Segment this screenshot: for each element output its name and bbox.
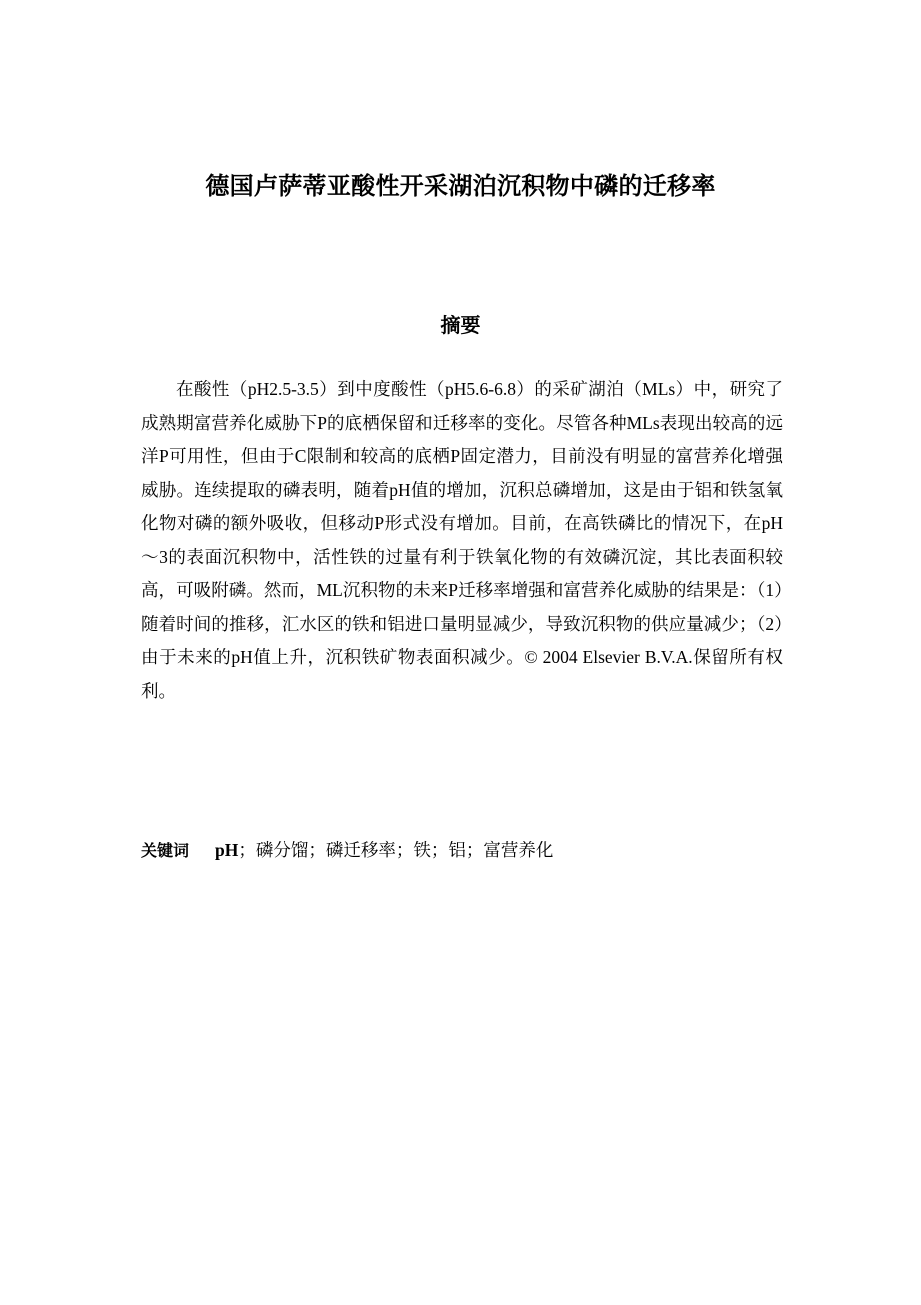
abstract-body: 在酸性（pH2.5-3.5）到中度酸性（pH5.6-6.8）的采矿湖泊（MLs）中，研究了成熟期富营养化威胁下P的底栖保留和迁移率的变化。尽管各种MLs表现出较高的远洋P可用性，但由于C限制和较高的底栖P固定潜力，目前没有明显的富营养化增强威胁。连续提取的磷表明，随着pH值的增加，沉积总磷增加，这是由于铝和铁氢氧化物对磷的额外吸收，但移动P形式没有增加。目前，在高铁磷比的情况下，在pH～3的表面沉积物中，活性铁的过量有利于铁氧化物的有效磷沉淀，其比表面积较高，可吸附磷。然而，ML沉积物的未来P迁移率增强和富营养化威胁的结果是：（1）随着时间的推移，汇水区的铁和铝进口量明显减少，导致沉积物的供应量减少；（2）由于未来的pH值上升，沉积铁矿物表面积减少。© 2004 Elsevier B.V.A.保留所有权利。 <box>141 379 783 701</box>
abstract-heading: 摘要 <box>440 313 481 337</box>
keywords-label: 关键词 <box>141 841 190 860</box>
keywords-line <box>141 834 783 867</box>
keywords-list: ；磷分馏；磷迁移率；铁；铝；富营养化 <box>238 840 554 860</box>
keyword-ph: pH <box>215 840 239 860</box>
document-title: 德国卢萨蒂亚酸性开采湖泊沉积物中磷的迁移率 <box>205 172 716 200</box>
